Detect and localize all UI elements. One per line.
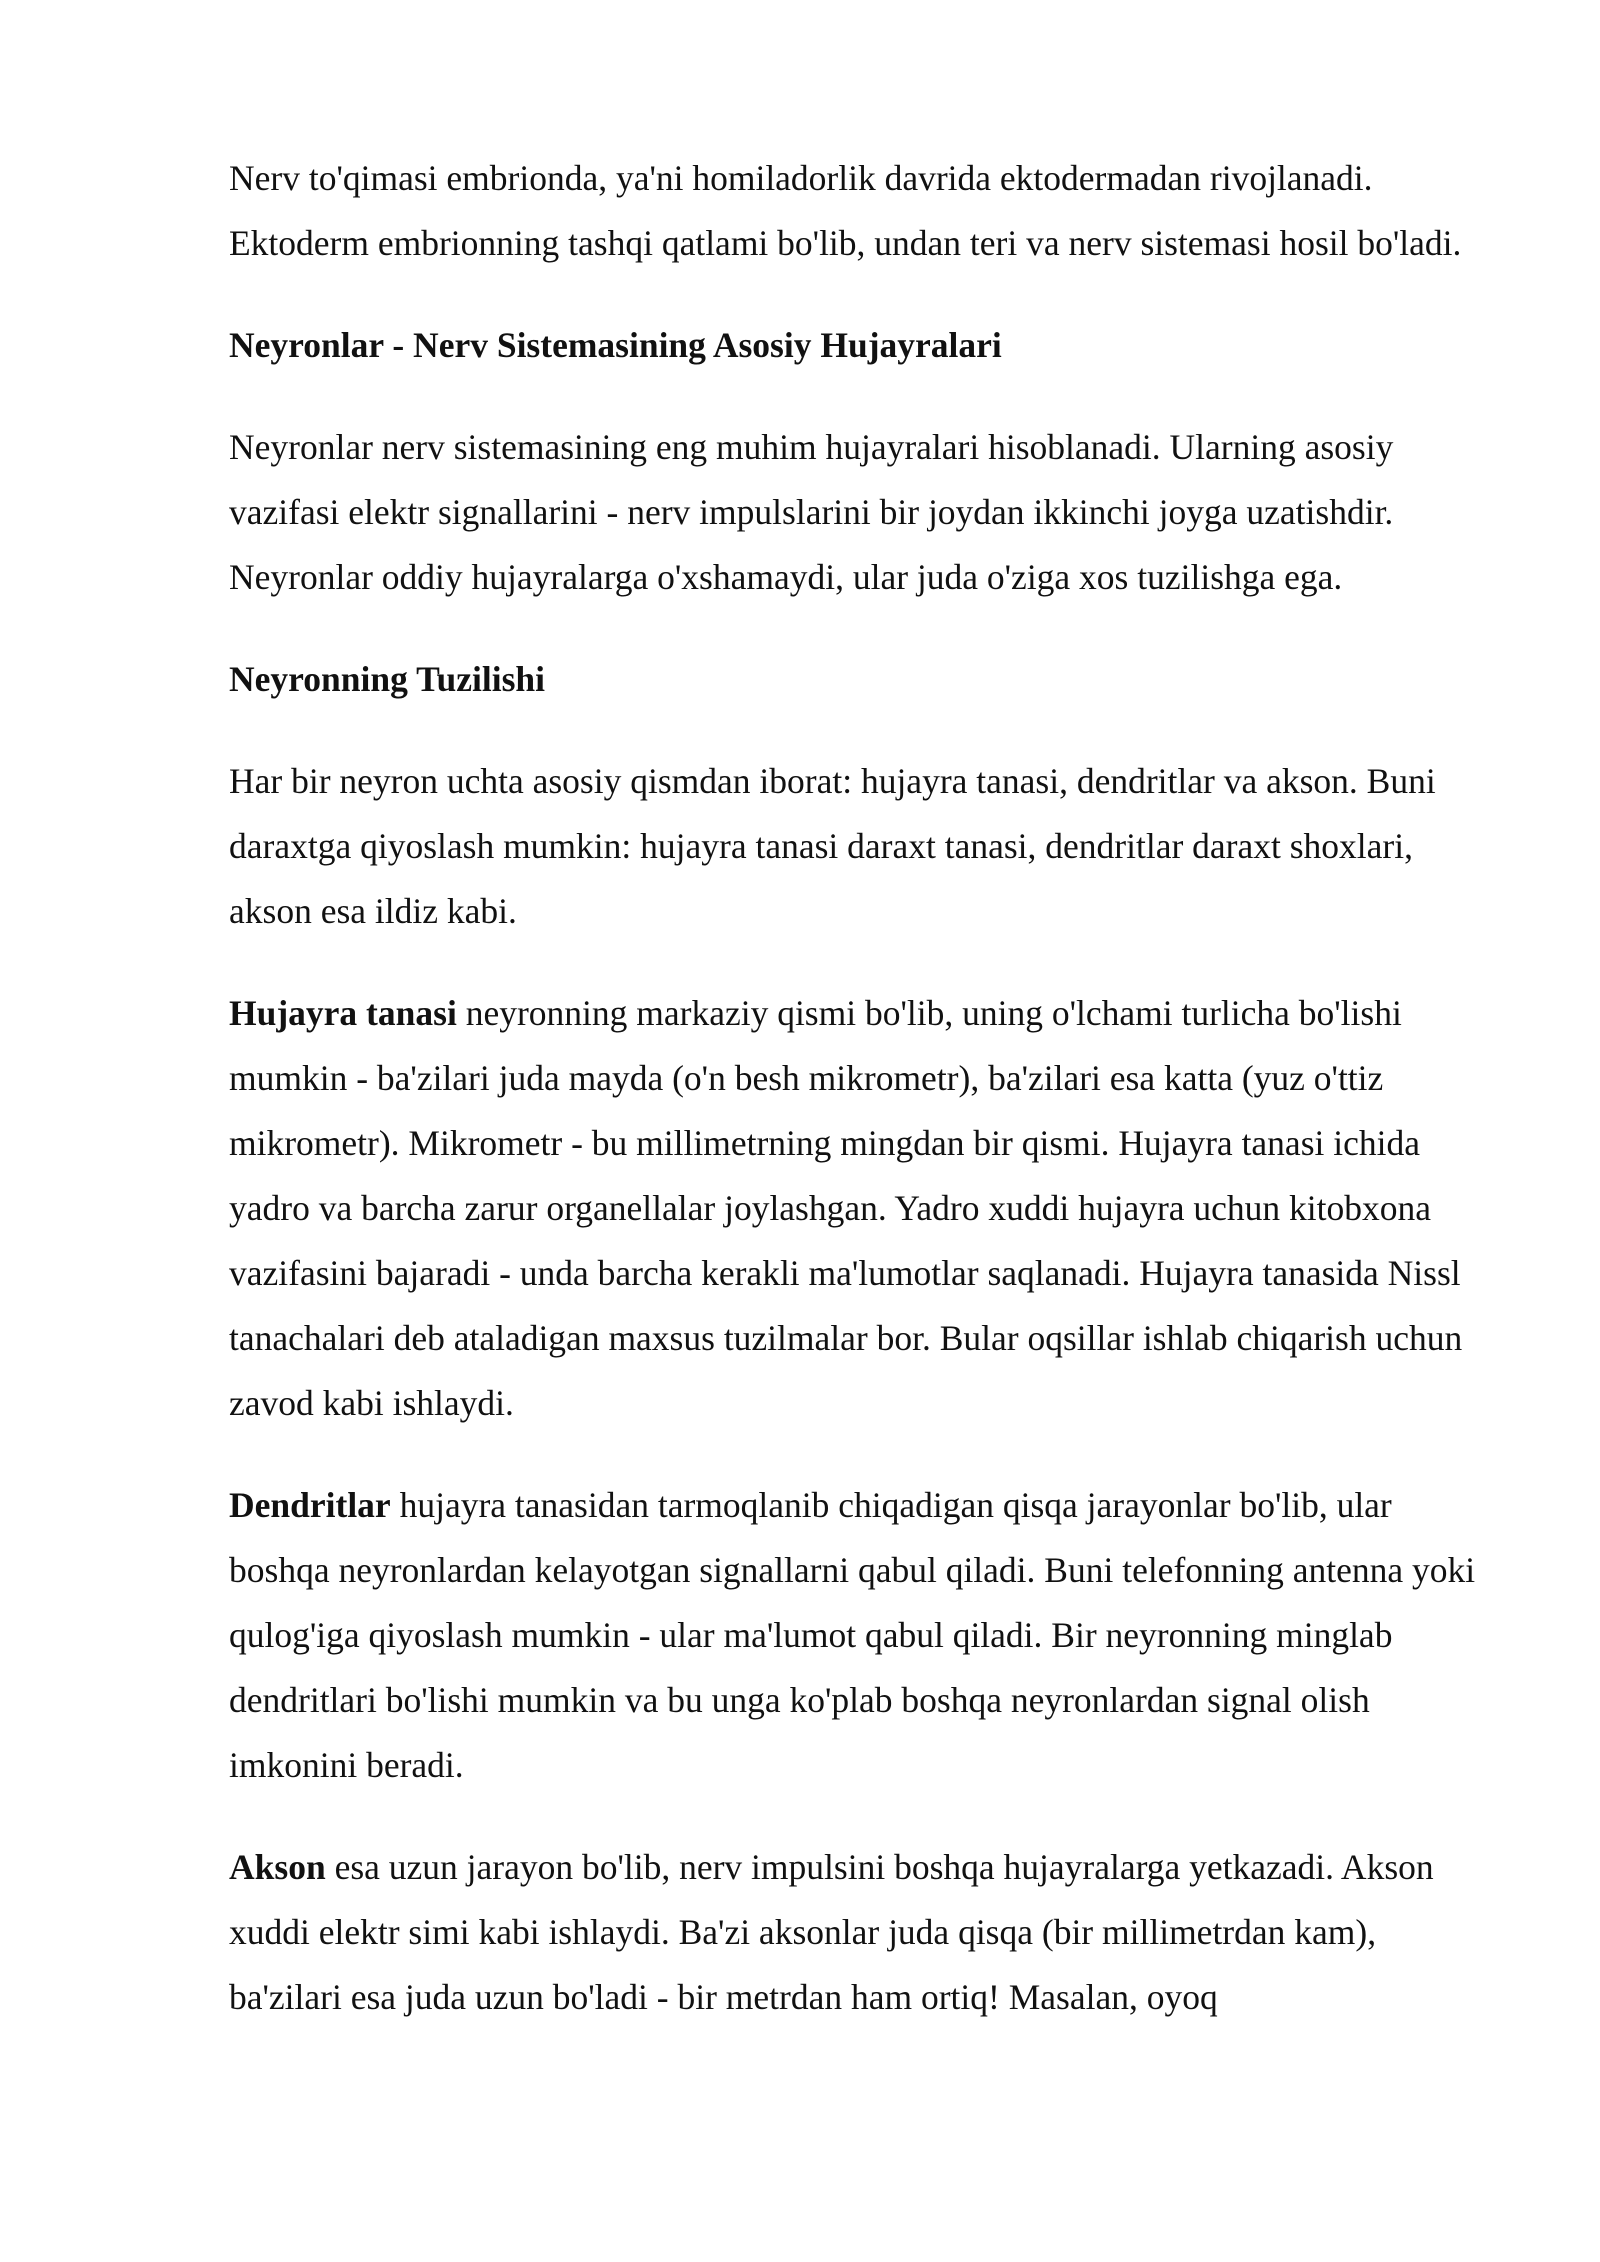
paragraph-embryo-origin: Nerv to'qimasi embrionda, ya'ni homiladorlik davrida ektodermadan rivojlanadi. Ektoderm embrionning tashqi qatlami bo'lib, undan teri va nerv sistemasi hosil bo'ladi. bbox=[229, 158, 1462, 263]
paragraph-axon-text: esa uzun jarayon bo'lib, nerv impulsini boshqa hujayralarga yetkazadi. Akson xuddi elektr simi kabi ishlaydi. Ba'zi aksonlar juda qisqa (bir millimetrdan kam), ba'zilari esa juda uzun bo'ladi - bir metrdan ham ortiq! Masalan, oyoq bbox=[229, 1847, 1434, 2017]
paragraph-dendrites-text: hujayra tanasidan tarmoqlanib chiqadigan qisqa jarayonlar bo'lib, ular boshqa neyronlardan kelayotgan signallarni qabul qiladi. Buni telefonning antenna yoki qulog'iga qiyoslash mumkin - ular ma'lumot qabul qiladi. Bir neyronning minglab dendritlari bo'lishi mumkin va bu unga ko'plab boshqa neyronlardan signal olish imkonini beradi. bbox=[229, 1485, 1476, 1785]
term-cell-body: Hujayra tanasi bbox=[229, 993, 457, 1033]
term-dendrites: Dendritlar bbox=[229, 1485, 391, 1525]
paragraph-cell-body-text: neyronning markaziy qismi bo'lib, uning o'lchami turlicha bo'lishi mumkin - ba'zilari juda mayda (o'n besh mikrometr), ba'zilari esa katta (yuz o'ttiz mikrometr). Mikrometr - bu millimetrning mingdan bir qismi. Hujayra tanasi ichida yadro va barcha zarur organellalar joylashgan. Yadro xuddi hujayra uchun kitobxona vazifasini bajaradi - unda barcha kerakli ma'lumotlar saqlanadi. Hujayra tanasida Nissl tanachalari deb ataladigan maxsus tuzilmalar bor. Bular oqsillar ishlab chiqarish uchun zavod kabi ishlaydi. bbox=[229, 993, 1463, 1423]
paragraph-axon bbox=[229, 1835, 1479, 2030]
paragraph-neurons-intro: Neyronlar nerv sistemasining eng muhim hujayralari hisoblanadi. Ularning asosiy vazifasi elektr signallarini - nerv impulslarini bir joydan ikkinchi joyga uzatishdir. Neyronlar oddiy hujayralarga o'xshamaydi, ular juda o'ziga xos tuzilishga ega. bbox=[229, 427, 1394, 597]
paragraph-cell-body bbox=[229, 981, 1479, 1436]
document-body bbox=[229, 146, 1479, 2067]
paragraph-neuron-parts: Har bir neyron uchta asosiy qismdan iborat: hujayra tanasi, dendritlar va akson. Buni daraxtga qiyoslash mumkin: hujayra tanasi daraxt tanasi, dendritlar daraxt shoxlari, akson esa ildiz kabi. bbox=[229, 761, 1436, 931]
paragraph-dendrites bbox=[229, 1473, 1479, 1798]
heading-neuron-structure: Neyronning Tuzilishi bbox=[229, 659, 546, 699]
heading-neurons: Neyronlar - Nerv Sistemasining Asosiy Hujayralari bbox=[229, 325, 1002, 365]
term-axon: Akson bbox=[229, 1847, 326, 1887]
